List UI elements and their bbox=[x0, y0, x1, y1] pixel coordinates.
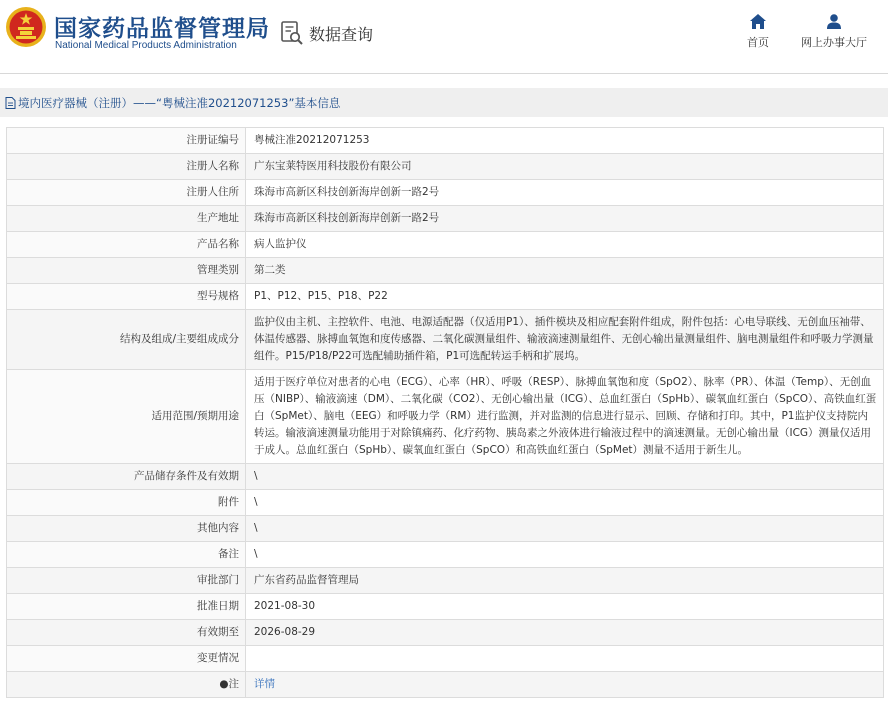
table-row bbox=[7, 232, 884, 258]
other-content-value: \ bbox=[246, 516, 884, 542]
table-row bbox=[7, 128, 884, 154]
storage-value: \ bbox=[246, 464, 884, 490]
management-category-value: 第二类 bbox=[246, 258, 884, 284]
valid-until-value: 2026-08-29 bbox=[246, 620, 884, 646]
field-label: 管理类别 bbox=[7, 258, 246, 284]
field-label: 型号规格 bbox=[7, 284, 246, 310]
data-query-label: 数据查询 bbox=[309, 24, 374, 44]
table-row bbox=[7, 284, 884, 310]
table-row bbox=[7, 464, 884, 490]
table-row bbox=[7, 490, 884, 516]
site-header bbox=[0, 0, 888, 74]
home-icon bbox=[750, 14, 766, 29]
registrant-address-value: 珠海市高新区科技创新海岸创新一路2号 bbox=[246, 180, 884, 206]
product-name-value: 病人监护仪 bbox=[246, 232, 884, 258]
note-cell bbox=[246, 672, 884, 698]
table-row bbox=[7, 516, 884, 542]
field-label: 批准日期 bbox=[7, 594, 246, 620]
table-row bbox=[7, 672, 884, 698]
field-label: 适用范围/预期用途 bbox=[7, 370, 246, 464]
field-label: 备注 bbox=[7, 542, 246, 568]
model-spec-value: P1、P12、P15、P18、P22 bbox=[246, 284, 884, 310]
search-document-icon bbox=[279, 20, 305, 46]
nav-online-hall[interactable] bbox=[796, 14, 872, 50]
table-row bbox=[7, 180, 884, 206]
intended-use-value: 适用于医疗单位对患者的心电（ECG）、心率（HR）、呼吸（RESP）、脉搏血氧饱和度（SpO2）、脉率（PR）、体温（Temp）、无创血压（NIBP）、输液滴速（DM）、二氧化碳（CO2）、无创心输出量（ICG）、总血红蛋白（SpHb）、碳氧血红蛋白（SpCO）、高铁血红蛋白（SpMet）、脑电（EEG）和呼吸力学（RM）进行监测，并对监测的信息进行显示、回顾、存储和打印。其中，P1监护仪支持院内转运。输液滴速测量功能用于对除镇痛药、化疗药物、胰岛素之外液体进行输液过程中的滴速测量。无创心输出量（ICG）测量仅适用于成人。总血红蛋白（SpHb）、碳氧血红蛋白（SpCO）和高铁血红蛋白（SpMet）测量不适用于新生儿。 bbox=[246, 370, 884, 464]
site-title: 国家药品监督管理局 bbox=[54, 16, 270, 42]
field-label: 变更情况 bbox=[7, 646, 246, 672]
table-row bbox=[7, 568, 884, 594]
national-emblem-icon bbox=[5, 6, 47, 48]
composition-value: 监护仪由主机、主控软件、电池、电源适配器（仅适用P1）、插件模块及相应配套附件组成，附件包括：心电导联线、无创血压袖带、体温传感器、脉搏血氧饱和度传感器、二氧化碳测量组件、输液滴速测量组件、无创心输出量测量组件、脑电测量组件和呼吸力学测量组件。P15/P18/P22可选配辅助插件箱，P1可选配转运手柄和扩展坞。 bbox=[246, 310, 884, 370]
approval-date-value: 2021-08-30 bbox=[246, 594, 884, 620]
document-icon bbox=[5, 97, 16, 109]
field-label: 其他内容 bbox=[7, 516, 246, 542]
nav-home[interactable] bbox=[738, 14, 778, 50]
table-row bbox=[7, 620, 884, 646]
table-row bbox=[7, 370, 884, 464]
breadcrumb bbox=[0, 88, 888, 117]
user-icon bbox=[826, 14, 842, 29]
accessories-value: \ bbox=[246, 490, 884, 516]
field-label: 注册人住所 bbox=[7, 180, 246, 206]
approval-dept-value: 广东省药品监督管理局 bbox=[246, 568, 884, 594]
field-label: 有效期至 bbox=[7, 620, 246, 646]
registration-info-table bbox=[6, 127, 884, 698]
breadcrumb-text: 境内医疗器械（注册）——“粤械注准20212071253”基本信息 bbox=[18, 95, 341, 110]
table-row bbox=[7, 310, 884, 370]
nav-home-label: 首页 bbox=[747, 36, 769, 49]
registration-number-value: 粤械注准20212071253 bbox=[246, 128, 884, 154]
field-label: 审批部门 bbox=[7, 568, 246, 594]
table-row bbox=[7, 154, 884, 180]
field-label: 结构及组成/主要组成成分 bbox=[7, 310, 246, 370]
field-label: 注册人名称 bbox=[7, 154, 246, 180]
remarks-value: \ bbox=[246, 542, 884, 568]
field-label: 产品储存条件及有效期 bbox=[7, 464, 246, 490]
data-query-link[interactable] bbox=[279, 20, 373, 46]
site-subtitle: National Medical Products Administration bbox=[55, 40, 237, 51]
table-row bbox=[7, 258, 884, 284]
field-label: 生产地址 bbox=[7, 206, 246, 232]
field-label: 产品名称 bbox=[7, 232, 246, 258]
table-row bbox=[7, 646, 884, 672]
registrant-name-value: 广东宝莱特医用科技股份有限公司 bbox=[246, 154, 884, 180]
table-row bbox=[7, 542, 884, 568]
field-label: 注册证编号 bbox=[7, 128, 246, 154]
field-label: 附件 bbox=[7, 490, 246, 516]
details-link[interactable]: 详情 bbox=[254, 678, 275, 690]
note-label: ●注 bbox=[7, 672, 246, 698]
table-row bbox=[7, 594, 884, 620]
change-history-value bbox=[246, 646, 884, 672]
table-row bbox=[7, 206, 884, 232]
production-address-value: 珠海市高新区科技创新海岸创新一路2号 bbox=[246, 206, 884, 232]
nav-online-hall-label: 网上办事大厅 bbox=[801, 36, 867, 49]
